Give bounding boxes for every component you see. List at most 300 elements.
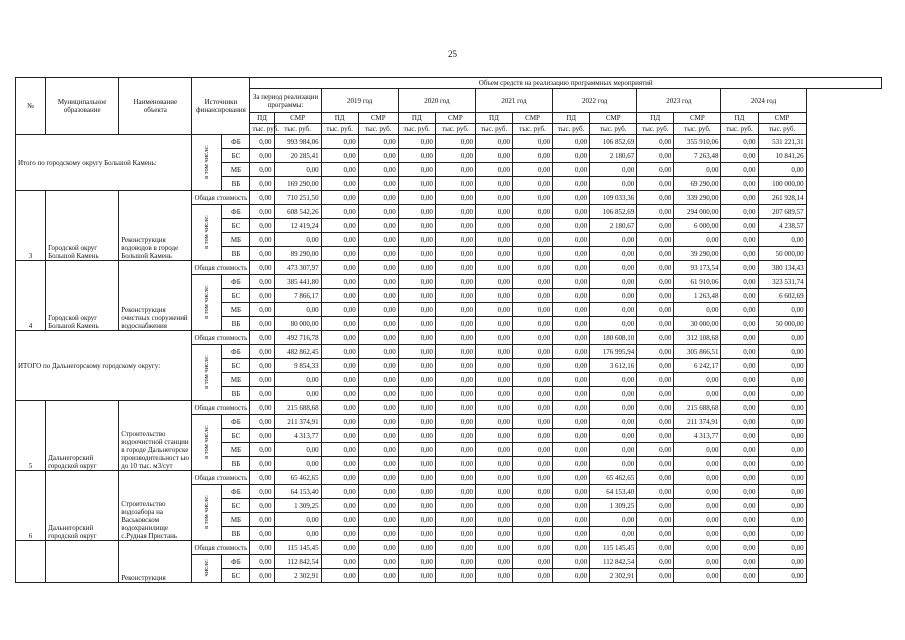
value-cell: 0,00 (250, 177, 274, 191)
unit-header: тыс. руб. (321, 124, 358, 135)
value-cell: 0,00 (321, 541, 358, 555)
value-cell: 0,00 (637, 569, 674, 583)
value-cell: 0,00 (590, 303, 637, 317)
value-cell: 0,00 (398, 359, 435, 373)
value-cell: 93 173,54 (674, 261, 721, 275)
value-cell: 0,00 (721, 191, 758, 205)
source-fb: ФБ (222, 415, 250, 429)
value-cell: 0,00 (358, 457, 398, 471)
value-cell: 355 910,06 (674, 135, 721, 149)
value-cell: 0,00 (250, 429, 274, 443)
value-cell: 0,00 (321, 331, 358, 345)
value-cell: 0,00 (358, 527, 398, 541)
value-cell: 115 145,45 (274, 541, 321, 555)
value-cell: 0,00 (398, 261, 435, 275)
value-cell: 0,00 (250, 205, 274, 219)
value-cell: 0,00 (358, 569, 398, 583)
value-cell: 0,00 (435, 457, 475, 471)
source-mb: МБ (222, 373, 250, 387)
vtom-text: в том числе: (202, 354, 210, 389)
value-cell: 0,00 (553, 499, 590, 513)
value-cell: 0,00 (721, 359, 758, 373)
value-cell: 0,00 (358, 163, 398, 177)
value-cell: 0,00 (250, 331, 274, 345)
value-cell: 0,00 (758, 387, 806, 401)
value-cell: 0,00 (321, 219, 358, 233)
source-vb: ВБ (222, 247, 250, 261)
value-cell: 0,00 (321, 317, 358, 331)
value-cell: 89 290,00 (274, 247, 321, 261)
pd-header: ПД (637, 113, 674, 124)
vtom-label (192, 275, 222, 331)
value-cell: 0,00 (358, 499, 398, 513)
value-cell: 0,00 (398, 205, 435, 219)
value-cell: 0,00 (513, 345, 553, 359)
value-cell: 0,00 (358, 541, 398, 555)
value-cell: 0,00 (721, 527, 758, 541)
value-cell: 0,00 (398, 345, 435, 359)
value-cell: 0,00 (553, 331, 590, 345)
value-cell: 0,00 (553, 513, 590, 527)
financing-table-body (16, 135, 882, 583)
value-cell: 0,00 (358, 261, 398, 275)
value-cell: 0,00 (250, 149, 274, 163)
value-cell: 0,00 (358, 289, 398, 303)
value-cell: 0,00 (637, 387, 674, 401)
value-cell: 0,00 (274, 387, 321, 401)
value-cell: 0,00 (590, 275, 637, 289)
value-cell: 0,00 (398, 219, 435, 233)
value-cell: 0,00 (721, 387, 758, 401)
value-cell: 0,00 (321, 373, 358, 387)
value-cell: 0,00 (475, 177, 512, 191)
value-cell: 0,00 (758, 443, 806, 457)
object-name: Реконструкция очистных сооружений водоснабжения (119, 261, 192, 331)
value-cell: 339 290,00 (674, 191, 721, 205)
value-cell: 0,00 (590, 289, 637, 303)
value-cell: 30 000,00 (674, 317, 721, 331)
value-cell: 0,00 (398, 275, 435, 289)
section-title: ИТОГО по Дальнегорскому городскому округу: (16, 331, 192, 401)
value-cell: 0,00 (513, 513, 553, 527)
value-cell: 0,00 (674, 457, 721, 471)
value-cell: 710 251,50 (274, 191, 321, 205)
value-cell: 0,00 (637, 149, 674, 163)
source-bs: БС (222, 149, 250, 163)
value-cell: 100 000,00 (758, 177, 806, 191)
value-cell: 0,00 (435, 499, 475, 513)
value-cell: 482 862,45 (274, 345, 321, 359)
row-number: 4 (16, 261, 46, 331)
unit-header: тыс. руб. (758, 124, 806, 135)
value-cell: 0,00 (398, 303, 435, 317)
value-cell: 0,00 (637, 499, 674, 513)
value-cell: 0,00 (513, 471, 553, 485)
value-cell: 0,00 (321, 415, 358, 429)
value-cell: 0,00 (553, 359, 590, 373)
unit-header: тыс. руб. (721, 124, 758, 135)
value-cell: 0,00 (553, 303, 590, 317)
value-cell: 20 285,41 (274, 149, 321, 163)
value-cell: 294 000,00 (674, 205, 721, 219)
value-cell: 0,00 (721, 205, 758, 219)
value-cell: 0,00 (475, 513, 512, 527)
row-number: 5 (16, 401, 46, 471)
value-cell: 0,00 (721, 401, 758, 415)
value-cell: 0,00 (358, 135, 398, 149)
value-cell: 169 290,00 (274, 177, 321, 191)
value-cell: 0,00 (274, 373, 321, 387)
value-cell: 115 145,45 (590, 541, 637, 555)
table-row-total (16, 331, 882, 345)
value-cell: 0,00 (435, 233, 475, 247)
total-cost-label: Общая стоимость (192, 401, 250, 415)
value-cell: 0,00 (553, 233, 590, 247)
value-cell: 0,00 (637, 205, 674, 219)
value-cell: 0,00 (590, 261, 637, 275)
value-cell: 0,00 (358, 513, 398, 527)
value-cell: 2 302,91 (590, 569, 637, 583)
table-row-total (16, 541, 882, 555)
value-cell: 0,00 (513, 317, 553, 331)
value-cell: 0,00 (553, 569, 590, 583)
municipality-name: Городской округ Большой Камень (46, 261, 119, 331)
value-cell: 0,00 (358, 177, 398, 191)
pd-header: ПД (475, 113, 512, 124)
value-cell: 0,00 (637, 471, 674, 485)
value-cell: 0,00 (721, 429, 758, 443)
value-cell: 0,00 (321, 205, 358, 219)
value-cell: 0,00 (513, 527, 553, 541)
value-cell: 0,00 (250, 471, 274, 485)
period-header: 2023 год (637, 89, 721, 113)
row-number (16, 541, 46, 583)
value-cell: 0,00 (553, 401, 590, 415)
value-cell: 7 263,48 (674, 149, 721, 163)
municipality-name: Городской округ Большой Камень (46, 191, 119, 261)
value-cell: 0,00 (398, 387, 435, 401)
value-cell: 0,00 (721, 443, 758, 457)
source-bs: БС (222, 219, 250, 233)
value-cell: 0,00 (758, 569, 806, 583)
value-cell: 0,00 (321, 163, 358, 177)
value-cell: 0,00 (475, 163, 512, 177)
source-fb: ФБ (222, 485, 250, 499)
value-cell: 0,00 (758, 513, 806, 527)
unit-header: тыс. руб. (590, 124, 637, 135)
value-cell: 6 602,69 (758, 289, 806, 303)
value-cell: 0,00 (513, 541, 553, 555)
value-cell: 0,00 (513, 499, 553, 513)
value-cell: 0,00 (398, 401, 435, 415)
value-cell: 0,00 (637, 415, 674, 429)
value-cell: 0,00 (321, 191, 358, 205)
value-cell: 0,00 (721, 345, 758, 359)
value-cell: 0,00 (475, 247, 512, 261)
value-cell: 0,00 (590, 401, 637, 415)
value-cell: 4 313,77 (274, 429, 321, 443)
value-cell: 0,00 (721, 555, 758, 569)
value-cell: 0,00 (435, 401, 475, 415)
value-cell: 0,00 (475, 471, 512, 485)
value-cell: 0,00 (637, 261, 674, 275)
period-header: 2020 год (398, 89, 475, 113)
col-header-volume: Объем средств на реализацию программных мероприятий (250, 78, 882, 89)
unit-header: тыс. руб. (250, 124, 274, 135)
unit-header: тыс. руб. (553, 124, 590, 135)
value-cell: 0,00 (475, 317, 512, 331)
value-cell: 0,00 (475, 233, 512, 247)
source-mb: МБ (222, 303, 250, 317)
value-cell: 0,00 (475, 555, 512, 569)
value-cell: 211 374,91 (274, 415, 321, 429)
value-cell: 50 000,00 (758, 247, 806, 261)
value-cell: 2 180,67 (590, 219, 637, 233)
value-cell: 0,00 (513, 163, 553, 177)
period-header: 2021 год (475, 89, 552, 113)
value-cell: 0,00 (250, 387, 274, 401)
value-cell: 0,00 (758, 331, 806, 345)
total-cost-label: Общая стоимость (192, 331, 250, 345)
value-cell: 0,00 (398, 373, 435, 387)
vtom-label (192, 555, 222, 583)
value-cell: 0,00 (553, 457, 590, 471)
value-cell: 0,00 (590, 247, 637, 261)
value-cell: 0,00 (358, 555, 398, 569)
value-cell: 385 441,80 (274, 275, 321, 289)
value-cell: 0,00 (721, 541, 758, 555)
value-cell: 0,00 (637, 135, 674, 149)
value-cell: 0,00 (721, 219, 758, 233)
value-cell: 312 108,68 (674, 331, 721, 345)
source-fb: ФБ (222, 345, 250, 359)
value-cell: 0,00 (274, 233, 321, 247)
source-bs: БС (222, 429, 250, 443)
value-cell: 0,00 (553, 177, 590, 191)
unit-header: тыс. руб. (513, 124, 553, 135)
value-cell: 0,00 (721, 275, 758, 289)
source-mb: МБ (222, 163, 250, 177)
value-cell: 0,00 (637, 247, 674, 261)
value-cell: 0,00 (553, 527, 590, 541)
value-cell: 0,00 (398, 457, 435, 471)
value-cell: 0,00 (358, 331, 398, 345)
source-fb: ФБ (222, 275, 250, 289)
value-cell: 0,00 (321, 289, 358, 303)
value-cell: 4 313,77 (674, 429, 721, 443)
value-cell: 0,00 (590, 387, 637, 401)
value-cell: 0,00 (321, 485, 358, 499)
value-cell: 6 000,00 (674, 219, 721, 233)
value-cell: 0,00 (398, 191, 435, 205)
unit-header: тыс. руб. (398, 124, 435, 135)
value-cell: 0,00 (674, 499, 721, 513)
value-cell: 0,00 (358, 471, 398, 485)
value-cell: 211 374,91 (674, 415, 721, 429)
value-cell: 80 000,00 (274, 317, 321, 331)
col-header-object: Наименование объекта (119, 78, 192, 135)
source-vb: ВБ (222, 457, 250, 471)
value-cell: 0,00 (553, 387, 590, 401)
value-cell: 0,00 (513, 401, 553, 415)
value-cell: 61 910,06 (674, 275, 721, 289)
value-cell: 0,00 (435, 317, 475, 331)
value-cell: 0,00 (435, 485, 475, 499)
value-cell: 0,00 (513, 135, 553, 149)
value-cell: 0,00 (637, 443, 674, 457)
value-cell: 0,00 (398, 429, 435, 443)
source-vb: ВБ (222, 387, 250, 401)
pd-header: ПД (721, 113, 758, 124)
total-cost-label: Общая стоимость (192, 541, 250, 555)
value-cell: 64 153,40 (274, 485, 321, 499)
value-cell: 0,00 (250, 163, 274, 177)
source-bs: БС (222, 359, 250, 373)
table-row (16, 135, 882, 149)
source-bs: БС (222, 289, 250, 303)
object-name: Строительство водозабора на Васьковском водохранилище с.Рудная Пристань (119, 471, 192, 541)
value-cell: 0,00 (475, 135, 512, 149)
value-cell: 0,00 (758, 233, 806, 247)
value-cell: 0,00 (475, 457, 512, 471)
value-cell: 0,00 (475, 443, 512, 457)
value-cell: 0,00 (398, 569, 435, 583)
value-cell: 0,00 (513, 485, 553, 499)
value-cell: 0,00 (513, 359, 553, 373)
vtom-text: в том числе: (202, 214, 210, 249)
source-vb: ВБ (222, 317, 250, 331)
value-cell: 0,00 (553, 345, 590, 359)
value-cell: 0,00 (358, 401, 398, 415)
value-cell: 0,00 (435, 569, 475, 583)
value-cell: 0,00 (721, 471, 758, 485)
value-cell: 531 221,31 (758, 135, 806, 149)
period-header: 2022 год (553, 89, 637, 113)
vtom-label (192, 135, 222, 191)
value-cell: 0,00 (513, 205, 553, 219)
value-cell: 0,00 (513, 289, 553, 303)
col-header-municipality: Муниципальное образование (46, 78, 119, 135)
value-cell: 0,00 (553, 149, 590, 163)
value-cell: 0,00 (637, 527, 674, 541)
value-cell: 0,00 (758, 555, 806, 569)
value-cell: 0,00 (321, 457, 358, 471)
value-cell: 0,00 (435, 205, 475, 219)
value-cell: 0,00 (637, 289, 674, 303)
value-cell: 0,00 (475, 429, 512, 443)
table-row-total (16, 401, 882, 415)
value-cell: 0,00 (435, 555, 475, 569)
value-cell: 0,00 (250, 247, 274, 261)
value-cell: 0,00 (475, 359, 512, 373)
value-cell: 2 180,67 (590, 149, 637, 163)
smr-header: СМР (758, 113, 806, 124)
value-cell: 0,00 (398, 485, 435, 499)
value-cell: 109 033,36 (590, 191, 637, 205)
source-mb: МБ (222, 513, 250, 527)
value-cell: 0,00 (637, 401, 674, 415)
table-row-total (16, 191, 882, 205)
value-cell: 0,00 (321, 149, 358, 163)
value-cell: 0,00 (358, 359, 398, 373)
value-cell: 0,00 (674, 373, 721, 387)
value-cell: 0,00 (250, 135, 274, 149)
value-cell: 0,00 (321, 177, 358, 191)
value-cell: 12 419,24 (274, 219, 321, 233)
value-cell: 39 290,00 (674, 247, 721, 261)
value-cell: 0,00 (590, 317, 637, 331)
value-cell: 0,00 (435, 177, 475, 191)
value-cell: 0,00 (435, 247, 475, 261)
value-cell: 0,00 (435, 373, 475, 387)
value-cell: 0,00 (513, 569, 553, 583)
value-cell: 0,00 (637, 359, 674, 373)
value-cell: 0,00 (513, 555, 553, 569)
value-cell: 0,00 (250, 345, 274, 359)
value-cell: 492 716,78 (274, 331, 321, 345)
value-cell: 0,00 (250, 261, 274, 275)
value-cell: 0,00 (475, 303, 512, 317)
value-cell: 4 238,57 (758, 219, 806, 233)
value-cell: 0,00 (250, 233, 274, 247)
value-cell: 0,00 (250, 541, 274, 555)
value-cell: 0,00 (590, 233, 637, 247)
value-cell: 176 995,94 (590, 345, 637, 359)
value-cell: 0,00 (674, 485, 721, 499)
value-cell: 0,00 (358, 415, 398, 429)
value-cell: 0,00 (321, 513, 358, 527)
value-cell: 0,00 (398, 149, 435, 163)
value-cell: 0,00 (475, 331, 512, 345)
value-cell: 0,00 (553, 415, 590, 429)
value-cell: 0,00 (321, 443, 358, 457)
value-cell: 180 608,10 (590, 331, 637, 345)
value-cell: 0,00 (553, 373, 590, 387)
value-cell: 608 542,26 (274, 205, 321, 219)
value-cell: 1 309,25 (590, 499, 637, 513)
value-cell: 0,00 (674, 163, 721, 177)
value-cell: 0,00 (250, 303, 274, 317)
value-cell: 0,00 (721, 177, 758, 191)
value-cell: 0,00 (398, 499, 435, 513)
value-cell: 380 134,43 (758, 261, 806, 275)
value-cell: 0,00 (721, 373, 758, 387)
value-cell: 0,00 (435, 149, 475, 163)
value-cell: 0,00 (553, 163, 590, 177)
value-cell: 0,00 (553, 289, 590, 303)
row-number: 6 (16, 471, 46, 541)
value-cell: 0,00 (398, 555, 435, 569)
value-cell: 0,00 (674, 527, 721, 541)
value-cell: 0,00 (250, 289, 274, 303)
value-cell: 0,00 (721, 317, 758, 331)
value-cell: 0,00 (553, 219, 590, 233)
value-cell: 0,00 (475, 569, 512, 583)
value-cell: 0,00 (321, 499, 358, 513)
value-cell: 0,00 (553, 429, 590, 443)
value-cell: 0,00 (674, 303, 721, 317)
value-cell: 0,00 (513, 247, 553, 261)
value-cell: 0,00 (435, 443, 475, 457)
value-cell: 0,00 (674, 387, 721, 401)
value-cell: 0,00 (513, 219, 553, 233)
value-cell: 0,00 (637, 219, 674, 233)
col-header-sources: Источники финансирования (192, 78, 250, 135)
value-cell: 0,00 (435, 471, 475, 485)
value-cell: 215 688,68 (274, 401, 321, 415)
value-cell: 0,00 (674, 555, 721, 569)
smr-header: СМР (358, 113, 398, 124)
